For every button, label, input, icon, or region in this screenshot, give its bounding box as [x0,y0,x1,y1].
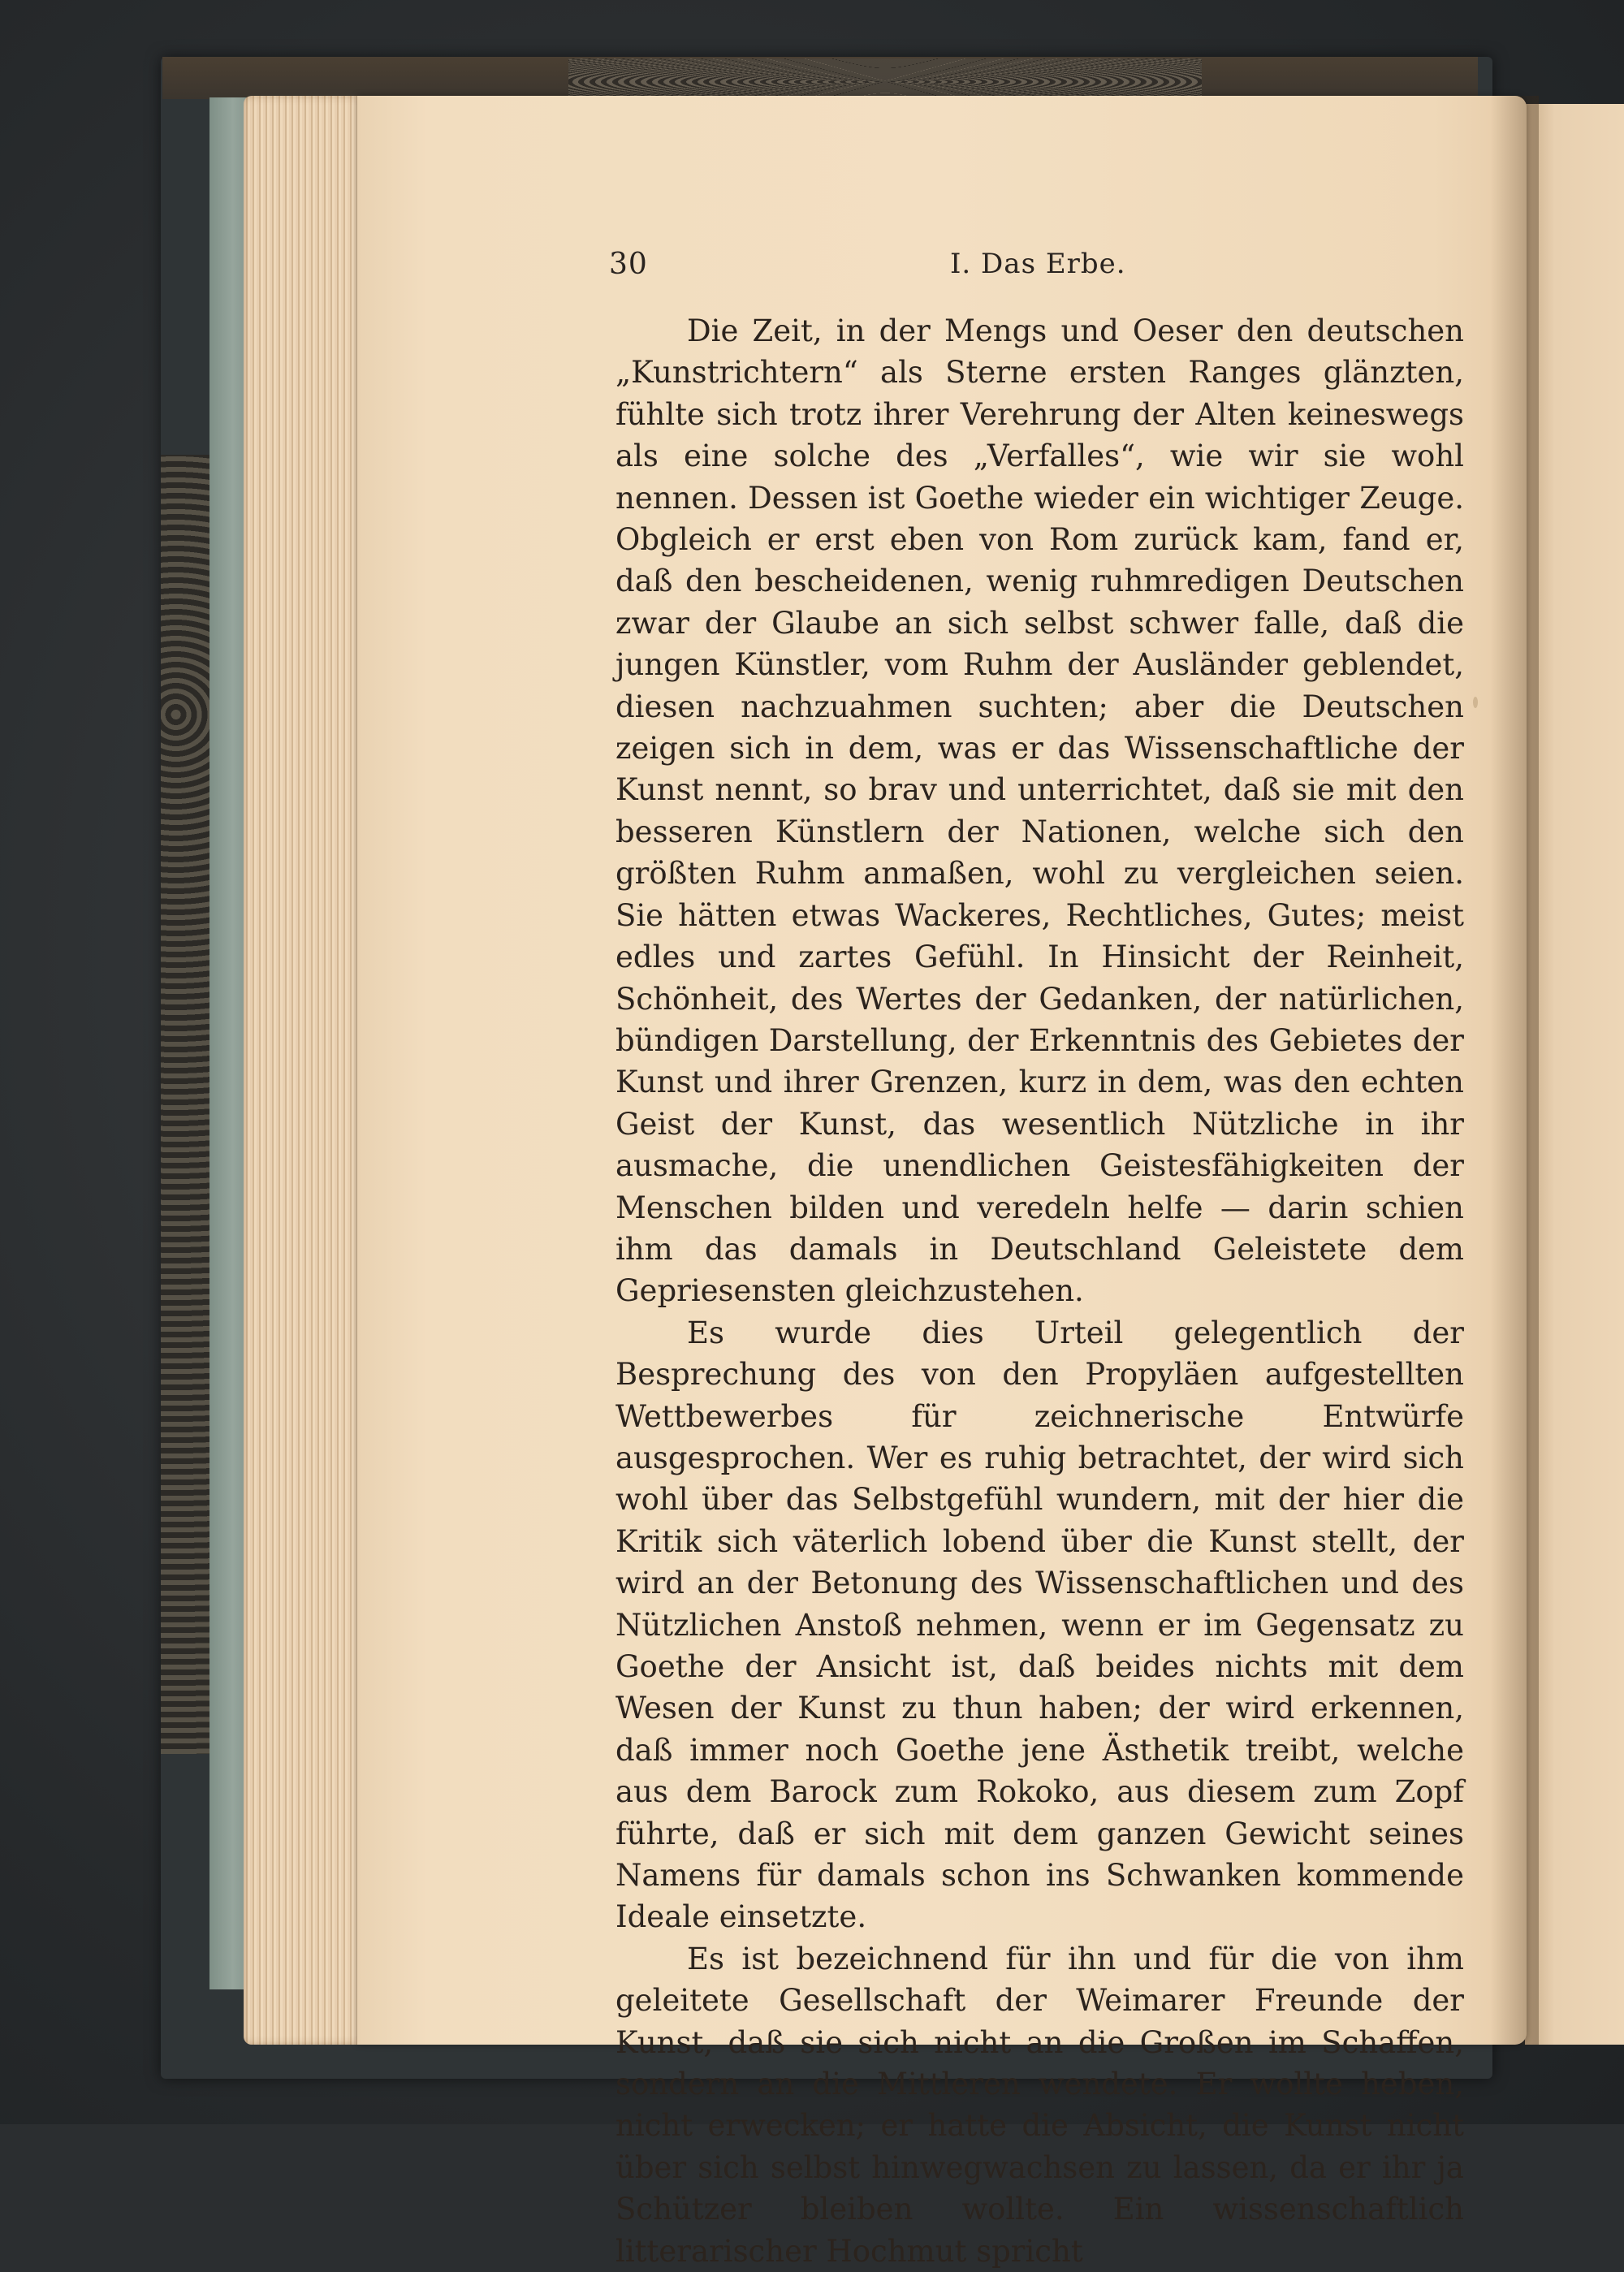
cloth-board-edge [209,97,248,1989]
paper-spot [1473,697,1478,708]
page-stack-edges [244,96,374,2045]
page-header [609,248,1466,287]
marbled-endpaper-left [161,455,211,1754]
paragraph: Es ist bezeichnend für ihn und für die von ihm geleitete Gesellschaft der Weimarer Freunde der Kunst, daß sie sich nicht an die Großen im Schaffen, sondern an die Mittleren wendete. Er wollte heben, nicht erwecken; er hatte die Absicht, die Kunst nicht über sich selbst hinwegwachsen zu lassen, da er ihr ja Schützer bleiben wollte. Ein wissenschaftlich litterarischer Hochmut spricht [615,1941,1464,2269]
running-title: I. Das Erbe. [950,248,1126,280]
paragraph: Es wurde dies Urteil gelegentlich der Besprechung des von den Propyläen aufgestellten Wettbewerbes für zeichnerische Entwürfe ausgesprochen. Wer es ruhig betrachtet, der wird sich wohl über das Selbstgefühl wundern, mit der hier die Kritik sich väterlich lobend über die Kunst stellt, der wird an der Betonung des Wissenschaftlichen und des Nützlichen Anstoß nehmen, wenn er im Gegensatz zu Goethe der Ansicht ist, daß beides nichts mit dem Wesen der Kunst zu thun haben; der wird erkennen, daß immer noch Goethe jene Ästhetik treibt, welche aus dem Barock zum Rokoko, aus diesem zum Zopf führte, daß er sich mit dem ganzen Gewicht seines Namens für damals schon ins Schwanken kommende Ideale einsetzte. [615,1315,1464,1935]
marbled-endpaper-top [568,58,1202,97]
body-text [615,310,1464,2272]
page-number: 30 [609,248,648,281]
paragraph: Die Zeit, in der Mengs und Oeser den deutschen „Kunstrichtern“ als Sterne ersten Ranges glänzten, fühlte sich trotz ihrer Verehrung der Alten keineswegs als eine solche des „Verfalles“, wie wir sie wohl nennen. Dessen ist Goethe wieder ein wichtiger Zeuge. Obgleich er erst eben von Rom zurück kam, fand er, daß den bescheidenen, wenig ruhmredigen Deutschen zwar der Glaube an sich selbst schwer falle, daß die jungen Künstler, vom Ruhm der Ausländer geblendet, diesen nachzuahmen suchten; aber die Deutschen zeigen sich in dem, was er das Wissenschaftliche der Kunst nennt, so brav und unterrichtet, daß sie mit den besseren Künstlern der Nationen, welche sich den größten Ruhm anmaßen, wohl zu vergleichen seien. Sie hätten etwas Wackeres, Rechtliches, Gutes; meist edles und zartes Gefühl. In Hinsicht der Reinheit, Schönheit, des Wertes der Gedanken, der natürlichen, bündigen Darstellung, der Erkenntnis des Gebietes der Kunst und ihrer Grenzen, kurz in dem, was den echten Geist der Kunst, das wesentlich Nützliche in ihr ausmache, die unendlichen Geistesfähigkeiten der Menschen bilden und veredeln helfe — darin schien ihm das damals in Deutschland Geleistete dem Gepriesensten gleichzustehen. [615,313,1464,1309]
gutter-shadow [1490,96,1539,2045]
facing-page-edge [1525,104,1624,2045]
